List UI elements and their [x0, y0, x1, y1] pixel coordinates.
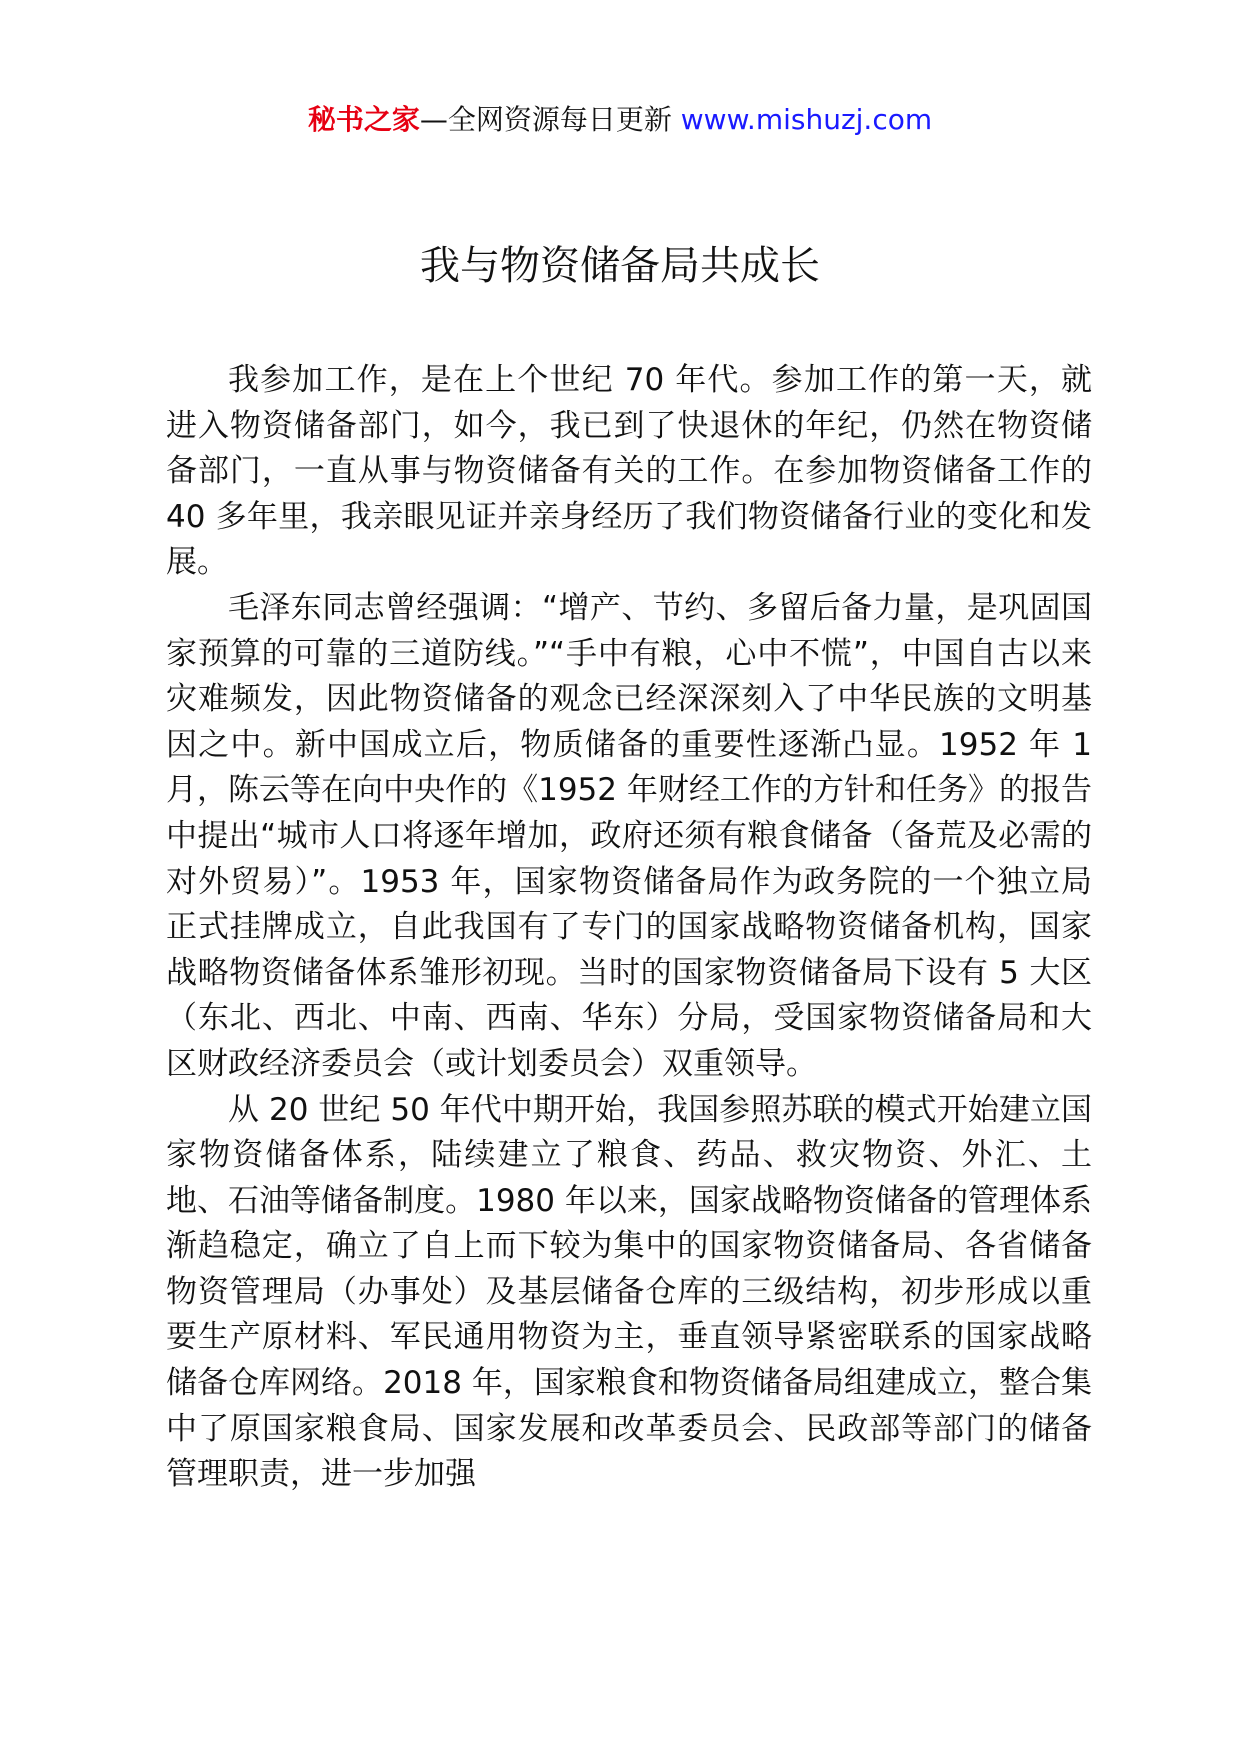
site-tagline: —全网资源每日更新: [419, 103, 681, 136]
site-brand: 秘书之家: [307, 103, 420, 136]
paragraph: 毛泽东同志曾经强调：“增产、节约、多留后备力量，是巩固国家预算的可靠的三道防线。”“手中有粮，心中不慌”，中国自古以来灾难频发，因此物资储备的观念已经深深刻入了中华民族的文明基因之中。新中国成立后，物质储备的重要性逐渐凸显。1952 年 1 月，陈云等在向中央作的《1952 年财经工作的方针和任务》的报告中提出“城市人口将逐年增加，政府还须有粮食储备（备荒及必需的对外贸易）”。1953 年，国家物资储备局作为政务院的一个独立局正式挂牌成立，自此我国有了专门的国家战略物资储备机构，国家战略物资储备体系雏形初现。当时的国家物资储备局下设有 5 大区（东北、西北、中南、西南、华东）分局，受国家物资储备局和大区财政经济委员会（或计划委员会）双重领导。: [166, 589, 1092, 1082]
document-title: 我与物资储备局共成长: [420, 243, 820, 289]
paragraph: 从 20 世纪 50 年代中期开始，我国参照苏联的模式开始建立国家物资储备体系，陆续建立了粮食、药品、救灾物资、外汇、土地、石油等储备制度。1980 年以来，国家战略物资储备的管理体系渐趋稳定，确立了自上而下较为集中的国家物资储备局、各省储备物资管理局（办事处）及基层储备仓库的三级结构，初步形成以重要生产原材料、军民通用物资为主，垂直领导紧密联系的国家战略储备仓库网络。2018 年，国家粮食和物资储备局组建成立，整合集中了原国家粮食局、国家发展和改革委员会、民政部等部门的储备管理职责，进一步加强: [166, 1091, 1092, 1493]
paragraph: 我参加工作，是在上个世纪 70 年代。参加工作的第一天，就进入物资储备部门，如今，我已到了快退休的年纪，仍然在物资储备部门，一直从事与物资储备有关的工作。在参加物资储备工作的 40 多年里，我亲眼见证并亲身经历了我们物资储备行业的变化和发展。: [166, 362, 1092, 581]
document-body: [166, 358, 1092, 1498]
site-header: [0, 100, 1240, 140]
site-url-link[interactable]: www.mishuzj.com: [680, 103, 933, 136]
